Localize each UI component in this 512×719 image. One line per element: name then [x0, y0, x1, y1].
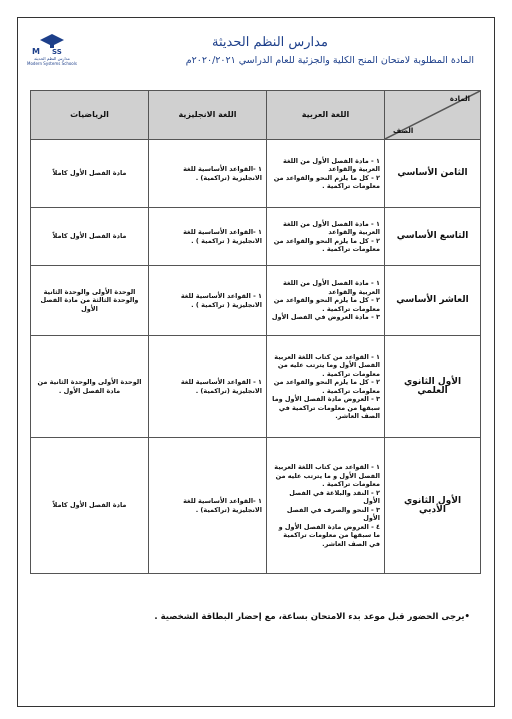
- math-cell: مادة الفصل الأول كاملاً: [31, 208, 149, 266]
- arabic-cell: ١ - مادة الفصل الأول من اللغة العربية والقواعد ٢ - كل ما يلزم النحو والقواعد من معلومات تراكمية .: [267, 140, 385, 208]
- grade-cell: الأول الثانوي العلمي: [385, 336, 481, 438]
- grade-cell: الثامن الأساسي: [385, 140, 481, 208]
- table-row: [31, 336, 481, 438]
- exam-table: [30, 90, 481, 574]
- table-header-row: [31, 91, 481, 140]
- corner-cell: [385, 91, 481, 140]
- grade-cell: العاشر الأساسي: [385, 266, 481, 336]
- svg-text:M: M: [32, 47, 40, 56]
- attendance-note: •يرجى الحضور قبل موعد بدء الامتحان بساعة، مع إحضار البطاقة الشخصية .: [154, 612, 470, 622]
- column-header-math: الرياضيات: [31, 91, 149, 140]
- grade-cell: الأول الثانوي الأدبي: [385, 438, 481, 574]
- table-row: [31, 266, 481, 336]
- corner-subject-label: المادة: [449, 95, 470, 103]
- english-cell: ١ -القواعد الأساسية للغة الانجليزية ( تراكمية ) .: [149, 208, 267, 266]
- column-header-english: اللغة الانجليزية: [149, 91, 267, 140]
- math-cell: مادة الفصل الأول كاملاً: [31, 438, 149, 574]
- column-header-arabic: اللغة العربية: [267, 91, 385, 140]
- math-cell: مادة الفصل الأول كاملاً: [31, 140, 149, 208]
- grade-cell: التاسع الأساسي: [385, 208, 481, 266]
- english-cell: ١ -القواعد الأساسية للغة الانجليزية (تراكمية) .: [149, 140, 267, 208]
- arabic-cell: ١ - مادة الفصل الأول من اللغة العربية والقواعد ٢ - كل ما يلزم النحو والقواعد من معلومات تراكمية . ٣ - مادة العروض في الفصل الأول: [267, 266, 385, 336]
- math-cell: الوحدة الأولى والوحدة الثانية والوحدة الثالثة من مادة الفصل الأول: [31, 266, 149, 336]
- table-row: [31, 140, 481, 208]
- math-cell: الوحدة الأولى والوحدة الثانية من مادة الفصل الأول .: [31, 336, 149, 438]
- english-cell: ١ - القواعد الأساسية للغة الانجليزية ( تراكمية ) .: [149, 266, 267, 336]
- table-row: [31, 438, 481, 574]
- logo-caption: مدارس النظم الحديثة Modern Systems Schools: [27, 56, 77, 66]
- english-cell: ١ - القواعد الأساسية للغة الانجليزية (تراكمية) .: [149, 336, 267, 438]
- arabic-cell: ١ - مادة الفصل الأول من اللغة العربية والقواعد ٢ - كل ما يلزم النحو والقواعد من معلومات تراكمية .: [267, 208, 385, 266]
- page-title: مدارس النظم الحديثة: [212, 35, 328, 50]
- english-cell: ١ -القواعد الأساسية للغة الانجليزية (تراكمية) .: [149, 438, 267, 574]
- arabic-cell: ١ - القواعد من كتاب اللغة العربية الفصل الأول و ما يترتب عليه من معلومات تراكمية . ٢ - النقد والبلاغة في الفصل الأول ٣ - النحو والصرف في الفصل الأول ٤ - العروض مادة الفصل الأول و ما سبقها من معلومات تراكمية في الصف العاشر.: [267, 438, 385, 574]
- corner-grade-label: الصف: [393, 126, 414, 135]
- table-row: [31, 208, 481, 266]
- arabic-cell: ١ - القواعد من كتاب اللغة العربية الفصل الأول وما يترتب عليه من معلومات تراكمية . ٢ - كل ما يلزم النحو والقواعد من معلومات تراكمية . ٣ - العروض مادة الفصل الأول وما سبقها من معلومات تراكمية في الصف العاشر.: [267, 336, 385, 438]
- svg-text:SS: SS: [52, 48, 62, 56]
- page-subtitle: المادة المطلوبة لامتحان المنح الكلية والجزئية للعام الدراسي ٢٠٢٠/٢٠٢١م: [185, 55, 474, 66]
